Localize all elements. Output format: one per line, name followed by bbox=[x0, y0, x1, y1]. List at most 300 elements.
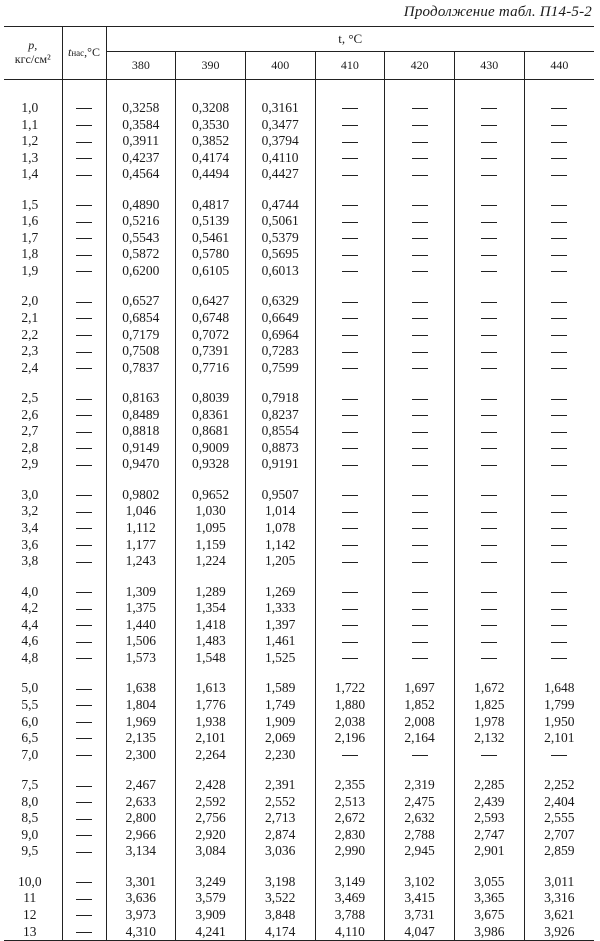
value-cell: 2,230 bbox=[245, 747, 315, 764]
value-cell: 0,5379 bbox=[245, 230, 315, 247]
saturation-temp-cell bbox=[62, 650, 106, 667]
dash-mark bbox=[342, 432, 358, 433]
value-cell: 1,804 bbox=[106, 697, 176, 714]
value-cell: 1,799 bbox=[524, 697, 594, 714]
dash-mark bbox=[412, 609, 428, 610]
dash-mark bbox=[76, 125, 92, 126]
value-cell bbox=[385, 230, 455, 247]
value-cell bbox=[315, 423, 385, 440]
dash-mark bbox=[412, 271, 428, 272]
value-cell bbox=[524, 537, 594, 554]
value-cell: 2,859 bbox=[524, 843, 594, 860]
table-row bbox=[4, 730, 594, 747]
saturation-temp-cell bbox=[62, 617, 106, 634]
value-cell: 3,036 bbox=[245, 843, 315, 860]
value-cell bbox=[524, 150, 594, 167]
value-cell: 1,095 bbox=[176, 520, 246, 537]
table-row bbox=[4, 246, 594, 263]
dash-mark bbox=[342, 238, 358, 239]
value-cell bbox=[315, 456, 385, 473]
value-cell bbox=[524, 230, 594, 247]
group-spacer bbox=[4, 183, 594, 197]
value-cell: 0,8818 bbox=[106, 423, 176, 440]
pressure-symbol: p, bbox=[28, 38, 38, 53]
pressure-cell: 1,0 bbox=[21, 100, 39, 115]
dash-mark bbox=[481, 125, 497, 126]
value-cell: 1,112 bbox=[106, 520, 176, 537]
group-spacer bbox=[4, 279, 594, 293]
value-cell: 2,672 bbox=[315, 810, 385, 827]
value-cell bbox=[454, 456, 524, 473]
dash-mark bbox=[76, 738, 92, 739]
value-cell: 0,8039 bbox=[176, 390, 246, 407]
value-cell: 1,825 bbox=[454, 697, 524, 714]
dash-mark bbox=[76, 545, 92, 546]
pressure-cell: 11 bbox=[23, 890, 37, 906]
value-cell bbox=[524, 310, 594, 327]
value-cell bbox=[315, 633, 385, 650]
value-cell: 1,852 bbox=[385, 697, 455, 714]
value-cell bbox=[524, 650, 594, 667]
saturation-temp-cell bbox=[62, 440, 106, 457]
pressure-cell: 9,0 bbox=[21, 826, 39, 842]
value-cell bbox=[315, 230, 385, 247]
value-cell bbox=[385, 310, 455, 327]
dash-mark bbox=[76, 158, 92, 159]
pressure-cell: 5,0 bbox=[21, 680, 39, 696]
value-cell bbox=[315, 407, 385, 424]
value-cell bbox=[524, 197, 594, 214]
table-row bbox=[4, 520, 594, 537]
dash-mark bbox=[76, 852, 92, 853]
value-cell: 1,397 bbox=[245, 617, 315, 634]
saturation-temp-cell bbox=[62, 520, 106, 537]
saturation-temp-cell bbox=[62, 680, 106, 697]
value-cell: 0,4174 bbox=[176, 150, 246, 167]
table-row bbox=[4, 407, 594, 424]
value-cell: 1,014 bbox=[245, 503, 315, 520]
temperature-header-430: 430 bbox=[454, 52, 524, 80]
value-cell bbox=[454, 503, 524, 520]
pressure-cell: 9,5 bbox=[21, 843, 39, 859]
value-cell: 0,7599 bbox=[245, 360, 315, 377]
dash-mark bbox=[481, 222, 497, 223]
dash-mark bbox=[481, 175, 497, 176]
dash-mark bbox=[481, 205, 497, 206]
saturation-temp-cell bbox=[62, 697, 106, 714]
value-cell bbox=[385, 133, 455, 150]
pressure-cell: 5,5 bbox=[21, 696, 39, 712]
dash-mark bbox=[76, 271, 92, 272]
dash-mark bbox=[481, 142, 497, 143]
value-cell: 2,439 bbox=[454, 794, 524, 811]
value-cell: 3,316 bbox=[524, 890, 594, 907]
value-cell: 2,966 bbox=[106, 827, 176, 844]
value-cell: 1,289 bbox=[176, 584, 246, 601]
value-cell: 4,310 bbox=[106, 924, 176, 941]
value-cell bbox=[315, 584, 385, 601]
pressure-cell: 1,4 bbox=[21, 166, 39, 182]
saturation-temp-cell bbox=[62, 907, 106, 924]
value-cell: 0,6527 bbox=[106, 293, 176, 310]
dash-mark bbox=[342, 352, 358, 353]
value-cell bbox=[524, 263, 594, 280]
saturation-temp-cell bbox=[62, 133, 106, 150]
table-row bbox=[4, 503, 594, 520]
pressure-cell: 2,0 bbox=[21, 293, 39, 309]
dash-mark bbox=[412, 432, 428, 433]
pressure-cell: 2,3 bbox=[21, 343, 39, 359]
value-cell: 3,909 bbox=[176, 907, 246, 924]
pressure-cell: 10,0 bbox=[17, 873, 42, 889]
pressure-cell: 2,9 bbox=[21, 456, 39, 472]
table-row bbox=[4, 230, 594, 247]
dash-mark bbox=[342, 222, 358, 223]
value-cell: 1,697 bbox=[385, 680, 455, 697]
dash-mark bbox=[342, 545, 358, 546]
value-cell bbox=[524, 423, 594, 440]
dash-mark bbox=[481, 512, 497, 513]
value-cell bbox=[385, 246, 455, 263]
value-cell: 0,6748 bbox=[176, 310, 246, 327]
pressure-cell: 6,5 bbox=[21, 730, 39, 746]
dash-mark bbox=[481, 562, 497, 563]
value-cell bbox=[524, 456, 594, 473]
table-row bbox=[4, 117, 594, 134]
pressure-cell: 1,5 bbox=[21, 196, 39, 212]
dash-mark bbox=[342, 642, 358, 643]
pressure-cell: 1,7 bbox=[21, 229, 39, 245]
value-cell: 1,722 bbox=[315, 680, 385, 697]
table-row bbox=[4, 633, 594, 650]
dash-mark bbox=[76, 465, 92, 466]
value-cell: 2,135 bbox=[106, 730, 176, 747]
value-cell: 2,756 bbox=[176, 810, 246, 827]
dash-mark bbox=[76, 802, 92, 803]
pressure-cell: 2,1 bbox=[21, 310, 39, 326]
dash-mark bbox=[342, 755, 358, 756]
table-row bbox=[4, 924, 594, 941]
value-cell: 1,648 bbox=[524, 680, 594, 697]
value-cell bbox=[454, 537, 524, 554]
value-cell: 2,874 bbox=[245, 827, 315, 844]
value-cell bbox=[315, 440, 385, 457]
value-cell: 3,522 bbox=[245, 890, 315, 907]
value-cell: 4,174 bbox=[245, 924, 315, 941]
group-spacer bbox=[4, 763, 594, 777]
value-cell: 1,440 bbox=[106, 617, 176, 634]
value-cell: 1,333 bbox=[245, 600, 315, 617]
value-cell: 0,6200 bbox=[106, 263, 176, 280]
dash-mark bbox=[76, 882, 92, 883]
table-row bbox=[4, 843, 594, 860]
temperature-group-label: t, °C bbox=[338, 31, 363, 46]
value-cell: 0,8554 bbox=[245, 423, 315, 440]
value-cell: 3,731 bbox=[385, 907, 455, 924]
dash-mark bbox=[551, 528, 567, 529]
dash-mark bbox=[76, 705, 92, 706]
value-cell: 0,8163 bbox=[106, 390, 176, 407]
dash-mark bbox=[342, 335, 358, 336]
value-cell bbox=[385, 747, 455, 764]
value-cell: 2,264 bbox=[176, 747, 246, 764]
dash-mark bbox=[76, 835, 92, 836]
value-cell bbox=[385, 633, 455, 650]
value-cell: 0,9149 bbox=[106, 440, 176, 457]
value-cell bbox=[454, 633, 524, 650]
value-cell: 0,7837 bbox=[106, 360, 176, 377]
dash-mark bbox=[481, 368, 497, 369]
value-cell: 0,9652 bbox=[176, 487, 246, 504]
value-cell bbox=[524, 343, 594, 360]
saturation-temp-cell bbox=[62, 714, 106, 731]
pressure-cell: 7,0 bbox=[21, 746, 39, 762]
dash-mark bbox=[342, 609, 358, 610]
value-cell: 1,461 bbox=[245, 633, 315, 650]
dash-mark bbox=[412, 399, 428, 400]
value-cell: 1,613 bbox=[176, 680, 246, 697]
dash-mark bbox=[76, 352, 92, 353]
value-cell bbox=[454, 150, 524, 167]
value-cell: 4,047 bbox=[385, 924, 455, 941]
table-row bbox=[4, 827, 594, 844]
dash-mark bbox=[481, 302, 497, 303]
dash-mark bbox=[481, 271, 497, 272]
dash-mark bbox=[342, 142, 358, 143]
dash-mark bbox=[412, 158, 428, 159]
dash-mark bbox=[551, 142, 567, 143]
dash-mark bbox=[551, 175, 567, 176]
value-cell: 0,4817 bbox=[176, 197, 246, 214]
dash-mark bbox=[551, 255, 567, 256]
value-cell bbox=[385, 650, 455, 667]
value-cell: 3,579 bbox=[176, 890, 246, 907]
value-cell bbox=[454, 617, 524, 634]
value-cell: 0,7179 bbox=[106, 327, 176, 344]
table-row bbox=[4, 697, 594, 714]
value-cell bbox=[524, 100, 594, 117]
dash-mark bbox=[551, 495, 567, 496]
value-cell: 3,973 bbox=[106, 907, 176, 924]
pressure-cell: 3,8 bbox=[21, 553, 39, 569]
value-cell bbox=[454, 230, 524, 247]
table-row bbox=[4, 487, 594, 504]
dash-mark bbox=[481, 399, 497, 400]
value-cell bbox=[454, 487, 524, 504]
value-cell: 1,938 bbox=[176, 714, 246, 731]
dash-mark bbox=[342, 415, 358, 416]
value-cell: 0,3584 bbox=[106, 117, 176, 134]
dash-mark bbox=[76, 786, 92, 787]
pressure-cell: 4,2 bbox=[21, 600, 39, 616]
value-cell: 0,9009 bbox=[176, 440, 246, 457]
value-cell: 4,110 bbox=[315, 924, 385, 941]
value-cell: 0,9802 bbox=[106, 487, 176, 504]
dash-mark bbox=[342, 495, 358, 496]
temperature-header-400: 400 bbox=[245, 52, 315, 80]
value-cell: 1,880 bbox=[315, 697, 385, 714]
value-cell bbox=[524, 213, 594, 230]
value-cell: 3,011 bbox=[524, 874, 594, 891]
table-row bbox=[4, 133, 594, 150]
saturation-temp-cell bbox=[62, 553, 106, 570]
dash-mark bbox=[76, 415, 92, 416]
pressure-cell: 12 bbox=[23, 906, 37, 922]
value-cell bbox=[524, 553, 594, 570]
dash-mark bbox=[76, 528, 92, 529]
value-cell: 0,3258 bbox=[106, 100, 176, 117]
temperature-header-440: 440 bbox=[524, 52, 594, 80]
value-cell: 1,375 bbox=[106, 600, 176, 617]
value-cell: 0,6013 bbox=[245, 263, 315, 280]
pressure-cell: 8,5 bbox=[21, 810, 39, 826]
value-cell: 2,404 bbox=[524, 794, 594, 811]
value-cell: 0,7391 bbox=[176, 343, 246, 360]
table-row bbox=[4, 360, 594, 377]
dash-mark bbox=[481, 415, 497, 416]
dash-mark bbox=[481, 528, 497, 529]
value-cell bbox=[524, 117, 594, 134]
table-row bbox=[4, 456, 594, 473]
value-cell: 3,134 bbox=[106, 843, 176, 860]
saturation-temp-cell bbox=[62, 810, 106, 827]
table-row bbox=[4, 100, 594, 117]
pressure-cell: 2,4 bbox=[21, 359, 39, 375]
dash-mark bbox=[342, 158, 358, 159]
pressure-cell: 7,5 bbox=[21, 777, 39, 793]
value-cell bbox=[315, 650, 385, 667]
table-row bbox=[4, 777, 594, 794]
value-cell: 2,788 bbox=[385, 827, 455, 844]
value-cell: 3,249 bbox=[176, 874, 246, 891]
value-cell: 0,3477 bbox=[245, 117, 315, 134]
dash-mark bbox=[76, 335, 92, 336]
value-cell: 3,621 bbox=[524, 907, 594, 924]
value-cell bbox=[524, 617, 594, 634]
pressure-cell: 3,0 bbox=[21, 486, 39, 502]
table-row bbox=[4, 553, 594, 570]
value-cell bbox=[385, 520, 455, 537]
value-cell bbox=[524, 407, 594, 424]
dash-mark bbox=[76, 399, 92, 400]
table-row bbox=[4, 794, 594, 811]
value-cell: 1,483 bbox=[176, 633, 246, 650]
value-cell bbox=[315, 213, 385, 230]
saturation-temp-cell bbox=[62, 230, 106, 247]
dash-mark bbox=[481, 609, 497, 610]
value-cell bbox=[524, 747, 594, 764]
dash-mark bbox=[481, 318, 497, 319]
value-cell bbox=[454, 166, 524, 183]
dash-mark bbox=[412, 642, 428, 643]
value-cell: 2,592 bbox=[176, 794, 246, 811]
value-cell: 0,7508 bbox=[106, 343, 176, 360]
value-cell: 0,6854 bbox=[106, 310, 176, 327]
value-cell: 0,5543 bbox=[106, 230, 176, 247]
temperature-header-380: 380 bbox=[106, 52, 176, 80]
table-row bbox=[4, 537, 594, 554]
value-cell: 3,365 bbox=[454, 890, 524, 907]
value-cell: 1,978 bbox=[454, 714, 524, 731]
value-cell: 2,319 bbox=[385, 777, 455, 794]
value-cell: 3,788 bbox=[315, 907, 385, 924]
dash-mark bbox=[551, 609, 567, 610]
temperature-header-410: 410 bbox=[315, 52, 385, 80]
dash-mark bbox=[551, 432, 567, 433]
group-spacer bbox=[4, 376, 594, 390]
dash-mark bbox=[76, 625, 92, 626]
dash-mark bbox=[342, 592, 358, 593]
saturation-temp-cell bbox=[62, 100, 106, 117]
dash-mark bbox=[412, 335, 428, 336]
value-cell: 0,3530 bbox=[176, 117, 246, 134]
table-row bbox=[4, 263, 594, 280]
value-cell: 0,3794 bbox=[245, 133, 315, 150]
dash-mark bbox=[551, 642, 567, 643]
dash-mark bbox=[412, 318, 428, 319]
value-cell bbox=[385, 584, 455, 601]
value-cell bbox=[315, 263, 385, 280]
dash-mark bbox=[481, 335, 497, 336]
table-row bbox=[4, 440, 594, 457]
dash-mark bbox=[551, 562, 567, 563]
dash-mark bbox=[412, 512, 428, 513]
value-cell bbox=[315, 117, 385, 134]
dash-mark bbox=[412, 302, 428, 303]
dash-mark bbox=[412, 415, 428, 416]
value-cell: 1,638 bbox=[106, 680, 176, 697]
group-spacer bbox=[4, 666, 594, 680]
value-cell bbox=[385, 423, 455, 440]
value-cell: 1,205 bbox=[245, 553, 315, 570]
value-cell: 3,848 bbox=[245, 907, 315, 924]
value-cell: 1,672 bbox=[454, 680, 524, 697]
value-cell bbox=[385, 166, 455, 183]
value-cell bbox=[454, 310, 524, 327]
value-cell bbox=[385, 456, 455, 473]
dash-mark bbox=[76, 448, 92, 449]
value-cell: 1,354 bbox=[176, 600, 246, 617]
saturation-temp-cell bbox=[62, 890, 106, 907]
dash-mark bbox=[76, 819, 92, 820]
value-cell: 3,469 bbox=[315, 890, 385, 907]
value-cell bbox=[524, 487, 594, 504]
dash-mark bbox=[412, 625, 428, 626]
dash-mark bbox=[412, 528, 428, 529]
value-cell: 1,159 bbox=[176, 537, 246, 554]
pressure-cell: 3,6 bbox=[21, 536, 39, 552]
value-cell bbox=[524, 503, 594, 520]
value-cell bbox=[385, 327, 455, 344]
value-cell: 0,7716 bbox=[176, 360, 246, 377]
dash-mark bbox=[76, 722, 92, 723]
value-cell bbox=[385, 503, 455, 520]
value-cell: 0,4564 bbox=[106, 166, 176, 183]
dash-mark bbox=[481, 108, 497, 109]
value-cell bbox=[524, 360, 594, 377]
dash-mark bbox=[481, 255, 497, 256]
value-cell: 3,198 bbox=[245, 874, 315, 891]
value-cell bbox=[524, 246, 594, 263]
dash-mark bbox=[551, 158, 567, 159]
dash-mark bbox=[76, 205, 92, 206]
saturation-temp-cell bbox=[62, 390, 106, 407]
value-cell: 2,830 bbox=[315, 827, 385, 844]
dash-mark bbox=[481, 658, 497, 659]
value-cell: 2,747 bbox=[454, 827, 524, 844]
pressure-cell: 6,0 bbox=[21, 713, 39, 729]
value-cell: 0,5061 bbox=[245, 213, 315, 230]
